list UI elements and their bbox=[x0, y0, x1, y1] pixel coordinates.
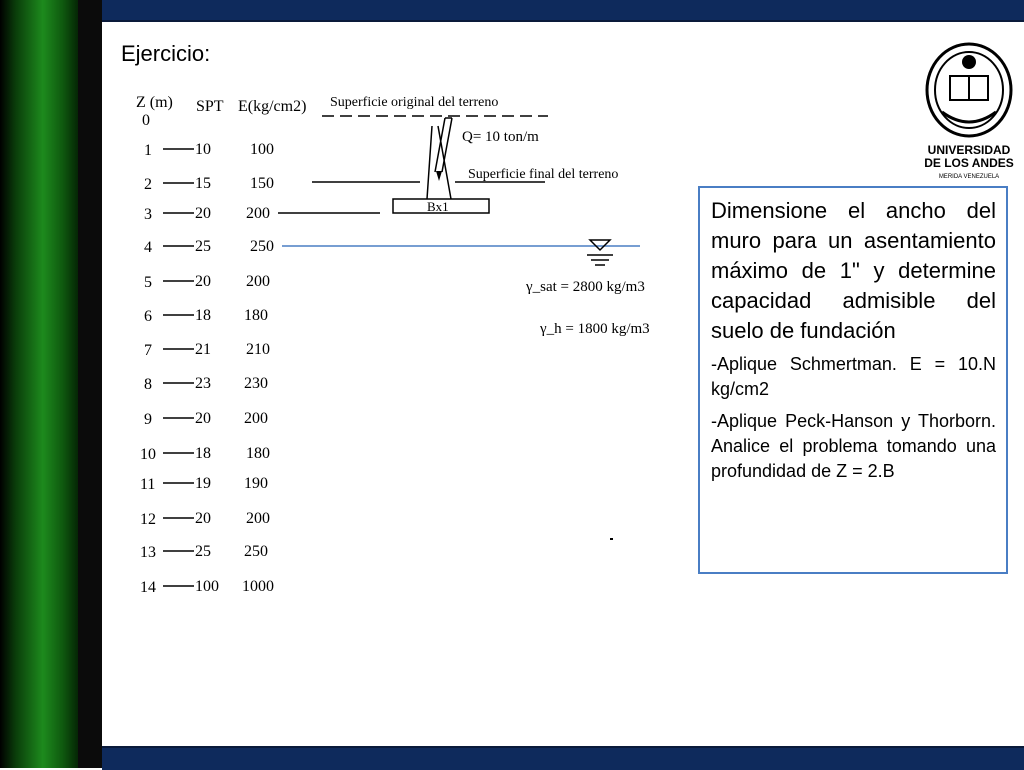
final-surface-label: Superficie final del terreno bbox=[468, 167, 619, 182]
modulus-value: 200 bbox=[246, 510, 270, 527]
header-spt: SPT bbox=[196, 98, 224, 115]
logo-line1: UNIVERSIDAD bbox=[927, 143, 1011, 157]
instructions-item-schmertman: -Aplique Schmertman. E = 10.N kg/cm2 bbox=[711, 354, 996, 399]
logo-line2: DE LOS ANDES bbox=[924, 156, 1014, 170]
spt-value: 25 bbox=[195, 543, 211, 560]
load-label: Q= 10 ton/m bbox=[462, 129, 539, 145]
modulus-value: 180 bbox=[246, 445, 270, 462]
instructions-box bbox=[698, 186, 1008, 574]
gamma-sat-label: γ_sat = 2800 kg/m3 bbox=[526, 279, 645, 295]
footing-label: Bx1 bbox=[427, 199, 449, 214]
load-arrowhead bbox=[436, 171, 442, 181]
university-logo bbox=[920, 42, 1018, 182]
modulus-value: 250 bbox=[250, 238, 274, 255]
modulus-value: 1000 bbox=[242, 578, 274, 595]
bottom-banner bbox=[102, 746, 1024, 770]
header-z: Z (m) bbox=[136, 94, 173, 111]
spt-value: 18 bbox=[195, 445, 211, 462]
spt-value: 21 bbox=[195, 341, 211, 358]
modulus-value: 190 bbox=[244, 475, 268, 492]
depth-label: 10 bbox=[140, 446, 156, 463]
depth-label: 2 bbox=[144, 176, 152, 193]
modulus-value: 180 bbox=[244, 307, 268, 324]
modulus-value: 210 bbox=[246, 341, 270, 358]
spt-value: 20 bbox=[195, 205, 211, 222]
header-e: E(kg/cm2) bbox=[238, 98, 307, 115]
spt-value: 18 bbox=[195, 307, 211, 324]
spt-value: 19 bbox=[195, 475, 211, 492]
depth-label: 8 bbox=[144, 376, 152, 393]
depth-label: 4 bbox=[144, 239, 152, 256]
modulus-value: 200 bbox=[244, 410, 268, 427]
spt-value: 20 bbox=[195, 410, 211, 427]
depth-label: 7 bbox=[144, 342, 152, 359]
depth-label: 14 bbox=[140, 579, 156, 596]
depth-label: 12 bbox=[140, 511, 156, 528]
spt-value: 20 bbox=[195, 510, 211, 527]
modulus-value: 100 bbox=[250, 141, 274, 158]
spt-value: 10 bbox=[195, 141, 211, 158]
original-surface-label: Superficie original del terreno bbox=[330, 95, 499, 110]
stray-dot bbox=[610, 538, 613, 540]
modulus-value: 230 bbox=[244, 375, 268, 392]
spt-value: 20 bbox=[195, 273, 211, 290]
logo-crest-icon bbox=[962, 55, 976, 69]
spt-value: 100 bbox=[195, 578, 219, 595]
instructions-main: Dimensione el ancho del muro para un asentamiento máximo de 1" y determine capacidad admisible del suelo de fundación bbox=[711, 198, 996, 343]
depth-label: 3 bbox=[144, 206, 152, 223]
depth-label: 13 bbox=[140, 544, 156, 561]
slide-title: Ejercicio: bbox=[121, 41, 211, 66]
depth-label: 11 bbox=[140, 476, 156, 493]
gamma-h-label: γ_h = 1800 kg/m3 bbox=[540, 321, 650, 337]
modulus-value: 200 bbox=[246, 273, 270, 290]
modulus-value: 150 bbox=[250, 175, 274, 192]
depth-label: 1 bbox=[144, 142, 152, 159]
modulus-value: 250 bbox=[244, 543, 268, 560]
depth-label: 9 bbox=[144, 411, 152, 428]
spt-value: 23 bbox=[195, 375, 211, 392]
depth-label: 6 bbox=[144, 308, 152, 325]
spt-value: 25 bbox=[195, 238, 211, 255]
modulus-value: 200 bbox=[246, 205, 270, 222]
logo-line3: MERIDA VENEZUELA bbox=[938, 174, 1000, 180]
spt-value: 15 bbox=[195, 175, 211, 192]
depth-label: 5 bbox=[144, 274, 152, 291]
wall-stem bbox=[427, 126, 451, 199]
instructions-item-peck-hanson: -Aplique Peck-Hanson y Thorborn. Analice el problema tomando una profundidad de Z = 2.B bbox=[711, 411, 996, 481]
soil-rows bbox=[140, 141, 274, 596]
water-table-symbol bbox=[590, 240, 610, 250]
depth-zero: 0 bbox=[142, 112, 150, 129]
